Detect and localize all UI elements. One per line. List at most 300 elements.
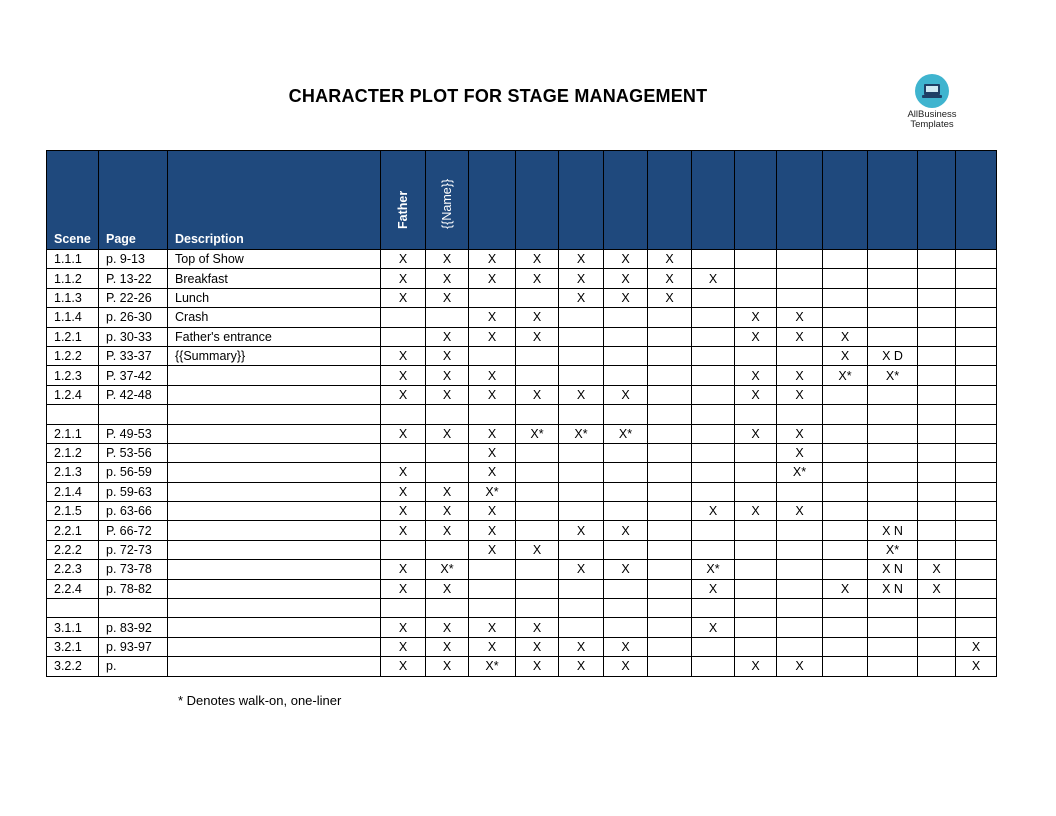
description-cell	[168, 366, 381, 385]
character-cell	[426, 308, 469, 327]
logo-text	[900, 110, 964, 130]
character-cell	[692, 521, 735, 540]
character-cell: X*	[777, 463, 823, 482]
scene-cell: 2.2.1	[47, 521, 99, 540]
table-row	[47, 540, 997, 559]
character-cell	[868, 405, 918, 424]
character-cell: X*	[604, 424, 648, 443]
character-cell: X	[469, 385, 516, 404]
character-cell	[604, 366, 648, 385]
character-cell	[777, 637, 823, 656]
character-cell	[516, 521, 559, 540]
character-cell	[604, 346, 648, 365]
character-cell	[868, 502, 918, 521]
character-cell	[559, 463, 604, 482]
character-cell: X	[381, 269, 426, 288]
character-cell	[692, 250, 735, 269]
character-cell: X	[648, 288, 692, 307]
character-cell	[735, 346, 777, 365]
page-cell	[99, 599, 168, 618]
character-cell	[956, 482, 997, 501]
allbusiness-logo[interactable]	[900, 74, 964, 130]
character-cell: X*	[823, 366, 868, 385]
table-row	[47, 424, 997, 443]
character-cell	[516, 579, 559, 598]
character-cell	[956, 463, 997, 482]
character-cell	[516, 482, 559, 501]
table-row	[47, 618, 997, 637]
character-cell: X	[823, 579, 868, 598]
page-cell	[99, 405, 168, 424]
footnote: * Denotes walk-on, one-liner	[178, 693, 342, 708]
character-cell	[868, 637, 918, 656]
character-cell	[735, 463, 777, 482]
character-cell	[868, 269, 918, 288]
character-cell: X	[516, 385, 559, 404]
table-row	[47, 385, 997, 404]
description-cell	[168, 540, 381, 559]
character-cell	[918, 482, 956, 501]
table-row	[47, 308, 997, 327]
character-cell	[692, 385, 735, 404]
header-character-12	[868, 151, 918, 250]
character-cell	[559, 618, 604, 637]
header-character-6	[604, 151, 648, 250]
character-cell	[648, 308, 692, 327]
character-cell	[918, 637, 956, 656]
character-cell: X	[469, 327, 516, 346]
page-cell: P. 22-26	[99, 288, 168, 307]
character-cell: X	[735, 385, 777, 404]
character-cell	[823, 308, 868, 327]
character-cell: X	[777, 443, 823, 462]
character-cell: X	[559, 657, 604, 676]
header-character-3	[469, 151, 516, 250]
character-cell: X	[469, 540, 516, 559]
character-cell	[918, 540, 956, 559]
character-cell: X	[426, 579, 469, 598]
character-cell	[918, 269, 956, 288]
character-cell	[956, 560, 997, 579]
character-cell: X	[777, 366, 823, 385]
description-cell: Father's entrance	[168, 327, 381, 346]
character-cell	[735, 521, 777, 540]
character-cell	[956, 269, 997, 288]
header-character-11	[823, 151, 868, 250]
character-cell: X	[604, 637, 648, 656]
character-cell: X	[426, 657, 469, 676]
character-cell	[777, 288, 823, 307]
character-cell	[692, 599, 735, 618]
table-row	[47, 482, 997, 501]
character-cell	[918, 385, 956, 404]
scene-cell: 2.1.4	[47, 482, 99, 501]
character-cell	[469, 405, 516, 424]
character-cell: X	[469, 443, 516, 462]
header-scene: Scene	[47, 151, 99, 250]
character-cell	[648, 366, 692, 385]
character-cell: X	[604, 269, 648, 288]
description-cell	[168, 385, 381, 404]
character-cell	[918, 308, 956, 327]
character-cell	[868, 250, 918, 269]
description-cell	[168, 579, 381, 598]
character-cell: X	[426, 327, 469, 346]
character-name: Father	[396, 190, 410, 229]
scene-cell: 2.2.3	[47, 560, 99, 579]
table-row	[47, 463, 997, 482]
character-cell	[516, 443, 559, 462]
scene-cell: 1.1.3	[47, 288, 99, 307]
page-cell: P. 49-53	[99, 424, 168, 443]
character-cell	[559, 599, 604, 618]
character-cell: X	[426, 346, 469, 365]
character-cell	[777, 521, 823, 540]
description-cell	[168, 443, 381, 462]
description-cell	[168, 463, 381, 482]
character-cell: X	[381, 579, 426, 598]
character-cell: X	[559, 288, 604, 307]
character-cell	[735, 540, 777, 559]
character-cell: X*	[469, 482, 516, 501]
character-cell: X*	[559, 424, 604, 443]
description-cell	[168, 502, 381, 521]
character-cell: X	[648, 250, 692, 269]
character-cell: X	[823, 346, 868, 365]
character-cell	[381, 540, 426, 559]
character-cell	[692, 424, 735, 443]
character-cell: X	[469, 521, 516, 540]
character-cell	[823, 385, 868, 404]
header-character-1	[381, 151, 426, 250]
header-description: Description	[168, 151, 381, 250]
character-cell	[648, 560, 692, 579]
character-cell: X	[777, 385, 823, 404]
character-cell	[918, 618, 956, 637]
table-row	[47, 657, 997, 676]
character-cell: X	[604, 521, 648, 540]
character-cell: X	[516, 540, 559, 559]
character-cell: X	[426, 618, 469, 637]
scene-cell: 1.1.1	[47, 250, 99, 269]
scene-cell: 2.2.2	[47, 540, 99, 559]
character-cell	[516, 346, 559, 365]
character-cell: X	[559, 637, 604, 656]
character-cell	[956, 424, 997, 443]
character-cell	[469, 288, 516, 307]
character-cell	[823, 599, 868, 618]
character-cell	[648, 482, 692, 501]
description-cell: Crash	[168, 308, 381, 327]
character-cell	[777, 599, 823, 618]
character-cell	[735, 637, 777, 656]
scene-cell: 2.1.2	[47, 443, 99, 462]
character-cell: X	[648, 269, 692, 288]
character-cell	[918, 657, 956, 676]
character-cell	[735, 288, 777, 307]
character-cell: X	[426, 521, 469, 540]
table-row	[47, 443, 997, 462]
character-cell	[777, 579, 823, 598]
table-row	[47, 250, 997, 269]
character-cell: X	[516, 250, 559, 269]
character-cell: X	[426, 482, 469, 501]
character-cell	[918, 250, 956, 269]
character-cell: X*	[426, 560, 469, 579]
page-cell: P. 53-56	[99, 443, 168, 462]
character-cell	[956, 579, 997, 598]
character-cell	[777, 346, 823, 365]
character-cell	[648, 327, 692, 346]
character-cell: X	[559, 521, 604, 540]
character-cell: X	[516, 637, 559, 656]
character-cell	[735, 579, 777, 598]
page-cell: p. 30-33	[99, 327, 168, 346]
character-cell	[692, 637, 735, 656]
character-cell	[868, 327, 918, 346]
description-cell	[168, 424, 381, 443]
character-cell: X	[381, 618, 426, 637]
character-cell: X	[516, 618, 559, 637]
character-cell	[516, 405, 559, 424]
character-cell	[868, 288, 918, 307]
scene-cell: 2.2.4	[47, 579, 99, 598]
character-cell	[604, 618, 648, 637]
character-cell: X	[381, 385, 426, 404]
character-cell: X	[426, 385, 469, 404]
character-plot-table	[46, 150, 997, 677]
character-cell: X	[426, 366, 469, 385]
character-cell: X	[735, 327, 777, 346]
character-cell	[823, 443, 868, 462]
character-cell	[516, 599, 559, 618]
character-cell	[381, 327, 426, 346]
character-cell	[735, 250, 777, 269]
character-cell	[648, 521, 692, 540]
character-cell	[777, 250, 823, 269]
scene-cell	[47, 405, 99, 424]
character-cell: X	[516, 308, 559, 327]
character-cell	[648, 346, 692, 365]
character-cell: X	[918, 579, 956, 598]
character-cell	[868, 443, 918, 462]
character-cell	[648, 463, 692, 482]
table-row	[47, 579, 997, 598]
header-row	[47, 151, 997, 250]
character-cell: X	[604, 250, 648, 269]
character-cell	[823, 250, 868, 269]
character-cell	[918, 521, 956, 540]
character-cell	[918, 443, 956, 462]
scene-cell: 3.1.1	[47, 618, 99, 637]
character-cell: X	[381, 366, 426, 385]
scene-cell: 1.2.3	[47, 366, 99, 385]
character-cell	[956, 540, 997, 559]
character-cell	[777, 540, 823, 559]
character-cell	[823, 521, 868, 540]
laptop-icon	[915, 74, 949, 108]
character-cell	[735, 405, 777, 424]
character-cell: X	[516, 269, 559, 288]
character-cell: X	[469, 366, 516, 385]
character-cell	[604, 579, 648, 598]
character-cell	[648, 599, 692, 618]
character-cell	[956, 366, 997, 385]
character-cell: X	[918, 560, 956, 579]
character-cell: X	[559, 269, 604, 288]
character-cell	[559, 579, 604, 598]
table-body	[47, 250, 997, 677]
scene-cell: 1.1.4	[47, 308, 99, 327]
character-cell	[648, 502, 692, 521]
character-cell: X	[604, 560, 648, 579]
character-cell: X	[604, 288, 648, 307]
character-cell: X	[469, 463, 516, 482]
character-cell	[956, 327, 997, 346]
character-cell: X	[735, 657, 777, 676]
table-row	[47, 269, 997, 288]
character-cell	[604, 502, 648, 521]
character-cell: X	[469, 424, 516, 443]
character-cell	[381, 443, 426, 462]
character-cell: X	[735, 308, 777, 327]
character-cell	[692, 463, 735, 482]
character-cell	[469, 599, 516, 618]
character-cell: X	[381, 463, 426, 482]
page-cell: p. 78-82	[99, 579, 168, 598]
character-cell	[648, 637, 692, 656]
character-cell	[868, 482, 918, 501]
character-cell: X	[735, 424, 777, 443]
character-cell	[823, 269, 868, 288]
page-cell: p. 59-63	[99, 482, 168, 501]
character-cell	[559, 482, 604, 501]
character-cell	[426, 405, 469, 424]
character-cell	[516, 502, 559, 521]
character-cell	[516, 288, 559, 307]
character-cell: X	[381, 288, 426, 307]
character-cell: X*	[692, 560, 735, 579]
character-cell	[956, 385, 997, 404]
character-cell	[559, 405, 604, 424]
character-cell	[918, 424, 956, 443]
scene-cell: 1.1.2	[47, 269, 99, 288]
character-cell	[692, 482, 735, 501]
character-cell	[823, 637, 868, 656]
character-cell	[735, 599, 777, 618]
page-cell: p. 72-73	[99, 540, 168, 559]
character-cell: X	[426, 502, 469, 521]
character-cell	[823, 463, 868, 482]
character-cell: X	[777, 502, 823, 521]
character-cell: X	[426, 269, 469, 288]
character-cell	[381, 308, 426, 327]
character-cell	[648, 405, 692, 424]
character-cell	[604, 599, 648, 618]
character-cell: X*	[516, 424, 559, 443]
character-cell	[823, 540, 868, 559]
character-cell: X	[381, 482, 426, 501]
character-cell	[692, 288, 735, 307]
table-row	[47, 560, 997, 579]
character-cell	[918, 366, 956, 385]
character-cell: X	[426, 637, 469, 656]
character-cell: X	[956, 637, 997, 656]
character-cell	[956, 599, 997, 618]
character-cell	[516, 560, 559, 579]
character-cell: X	[956, 657, 997, 676]
description-cell	[168, 521, 381, 540]
character-cell: X	[469, 637, 516, 656]
character-cell	[777, 482, 823, 501]
table-row	[47, 599, 997, 618]
character-cell	[823, 482, 868, 501]
character-cell	[918, 502, 956, 521]
character-cell: X	[469, 250, 516, 269]
description-cell: Breakfast	[168, 269, 381, 288]
character-cell	[956, 618, 997, 637]
character-cell: X*	[868, 540, 918, 559]
character-cell: X	[692, 618, 735, 637]
character-cell: X	[777, 327, 823, 346]
character-cell	[604, 482, 648, 501]
character-cell	[956, 405, 997, 424]
character-cell: X N	[868, 579, 918, 598]
character-cell: X	[559, 250, 604, 269]
character-cell	[956, 346, 997, 365]
character-cell	[604, 308, 648, 327]
character-cell	[469, 560, 516, 579]
character-cell	[735, 618, 777, 637]
character-cell	[381, 599, 426, 618]
page-cell: P. 13-22	[99, 269, 168, 288]
header-character-13	[918, 151, 956, 250]
scene-cell: 3.2.2	[47, 657, 99, 676]
table-row	[47, 405, 997, 424]
character-cell: X N	[868, 521, 918, 540]
character-cell	[648, 424, 692, 443]
character-cell	[868, 463, 918, 482]
character-cell: X	[559, 560, 604, 579]
character-cell	[777, 405, 823, 424]
character-cell: X	[381, 521, 426, 540]
character-cell: X	[604, 385, 648, 404]
character-cell	[956, 521, 997, 540]
character-cell	[868, 618, 918, 637]
character-cell: X	[469, 308, 516, 327]
character-cell	[648, 657, 692, 676]
character-cell	[918, 463, 956, 482]
scene-cell: 2.1.5	[47, 502, 99, 521]
character-cell: X	[381, 560, 426, 579]
table-row	[47, 346, 997, 365]
character-cell	[559, 443, 604, 462]
page-cell: p. 83-92	[99, 618, 168, 637]
character-cell: X	[735, 502, 777, 521]
character-cell	[956, 250, 997, 269]
character-cell: X	[469, 502, 516, 521]
character-cell	[469, 579, 516, 598]
character-cell	[918, 346, 956, 365]
character-cell	[604, 463, 648, 482]
character-cell	[956, 308, 997, 327]
character-cell	[604, 327, 648, 346]
character-cell	[559, 502, 604, 521]
character-cell	[648, 540, 692, 559]
table-row	[47, 637, 997, 656]
character-cell: X	[735, 366, 777, 385]
character-cell: X	[426, 424, 469, 443]
